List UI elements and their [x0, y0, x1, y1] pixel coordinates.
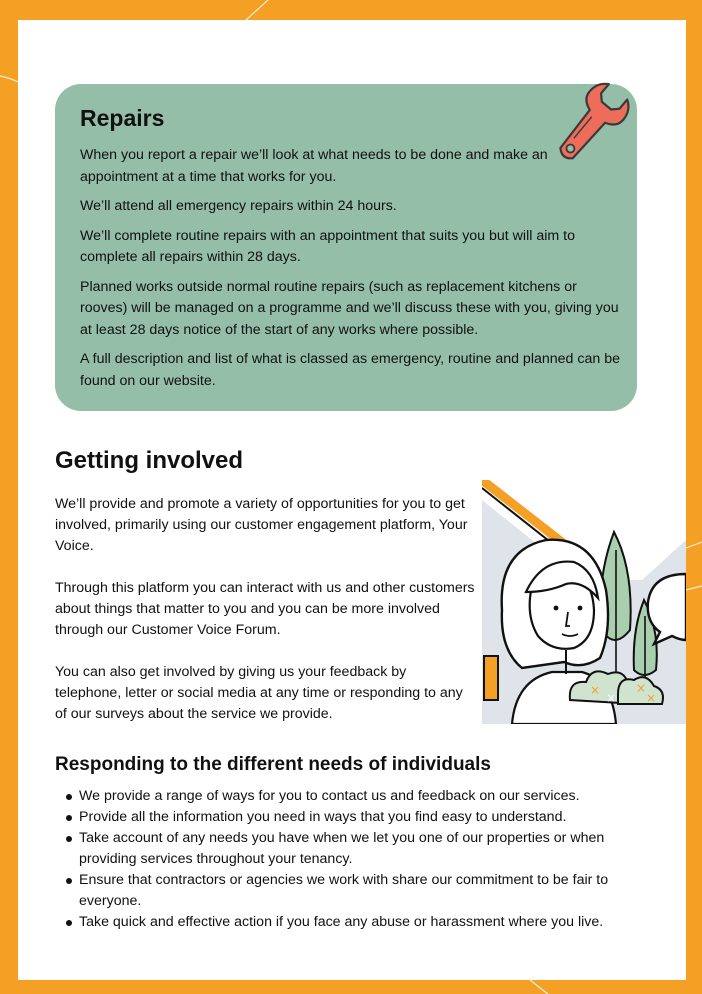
page: [18, 20, 686, 980]
involved-paragraph: Through this platform you can interact with us and other customers about things that matter to you and you can be more involved through our Customer Voice Forum.: [55, 580, 475, 638]
getting-involved-heading: Getting involved: [55, 447, 244, 474]
involved-paragraph: We’ll provide and promote a variety of opportunities for you to get involved, primarily using our customer engagement platform, Your Voice.: [55, 496, 468, 554]
repairs-heading: Repairs: [80, 105, 165, 131]
repairs-text: [80, 145, 628, 400]
bullet-icon: [66, 920, 72, 926]
bullet-icon: [66, 878, 72, 884]
needs-list: [55, 786, 635, 933]
list-item-text: Take account of any needs you have when we let you one of our properties or when providing services throughout your tenancy.: [79, 830, 605, 867]
repairs-section: [55, 84, 637, 411]
woman-with-speech-bubble-illustration: [482, 480, 686, 724]
repairs-paragraph: When you report a repair we’ll look at what needs to be done and make an appointment at a time that works for you.: [80, 147, 548, 185]
repairs-paragraph: A full description and list of what is classed as emergency, routine and planned can be found on our website.: [80, 351, 620, 389]
list-item: [55, 786, 635, 807]
repairs-paragraph: We’ll attend all emergency repairs within 24 hours.: [80, 198, 397, 214]
svg-text:×: ×: [646, 691, 657, 705]
list-item: [55, 807, 635, 828]
list-item-text: Provide all the information you need in ways that you find easy to understand.: [79, 809, 567, 825]
svg-text:×: ×: [606, 691, 617, 705]
list-item: [55, 828, 635, 870]
list-item-text: We provide a range of ways for you to contact us and feedback on our services.: [79, 788, 580, 804]
bullet-icon: [66, 794, 72, 800]
list-item-text: Take quick and effective action if you face any abuse or harassment where you live.: [79, 914, 604, 930]
involved-paragraph: You can also get involved by giving us your feedback by telephone, letter or social media at any time or responding to any of our surveys about the service we provide.: [55, 664, 463, 722]
list-item-text: Ensure that contractors or agencies we work with share our commitment to be fair to everyone.: [79, 872, 609, 909]
repairs-paragraph: We’ll complete routine repairs with an appointment that suits you but will aim to complete all repairs within 28 days.: [80, 227, 575, 265]
needs-heading: Responding to the different needs of individuals: [55, 754, 491, 775]
svg-text:×: ×: [590, 683, 601, 697]
getting-involved-text: [55, 494, 475, 746]
bullet-icon: [66, 836, 72, 842]
wrench-icon: [541, 74, 641, 174]
svg-text:×: ×: [636, 681, 647, 695]
bullet-icon: [66, 815, 72, 821]
list-item: [55, 912, 635, 933]
list-item: [55, 870, 635, 912]
repairs-paragraph: Planned works outside normal routine repairs (such as replacement kitchens or rooves) will be managed on a programme and we’ll discuss these with you, giving you at least 28 days notice of the start of any works where possible.: [80, 278, 619, 338]
